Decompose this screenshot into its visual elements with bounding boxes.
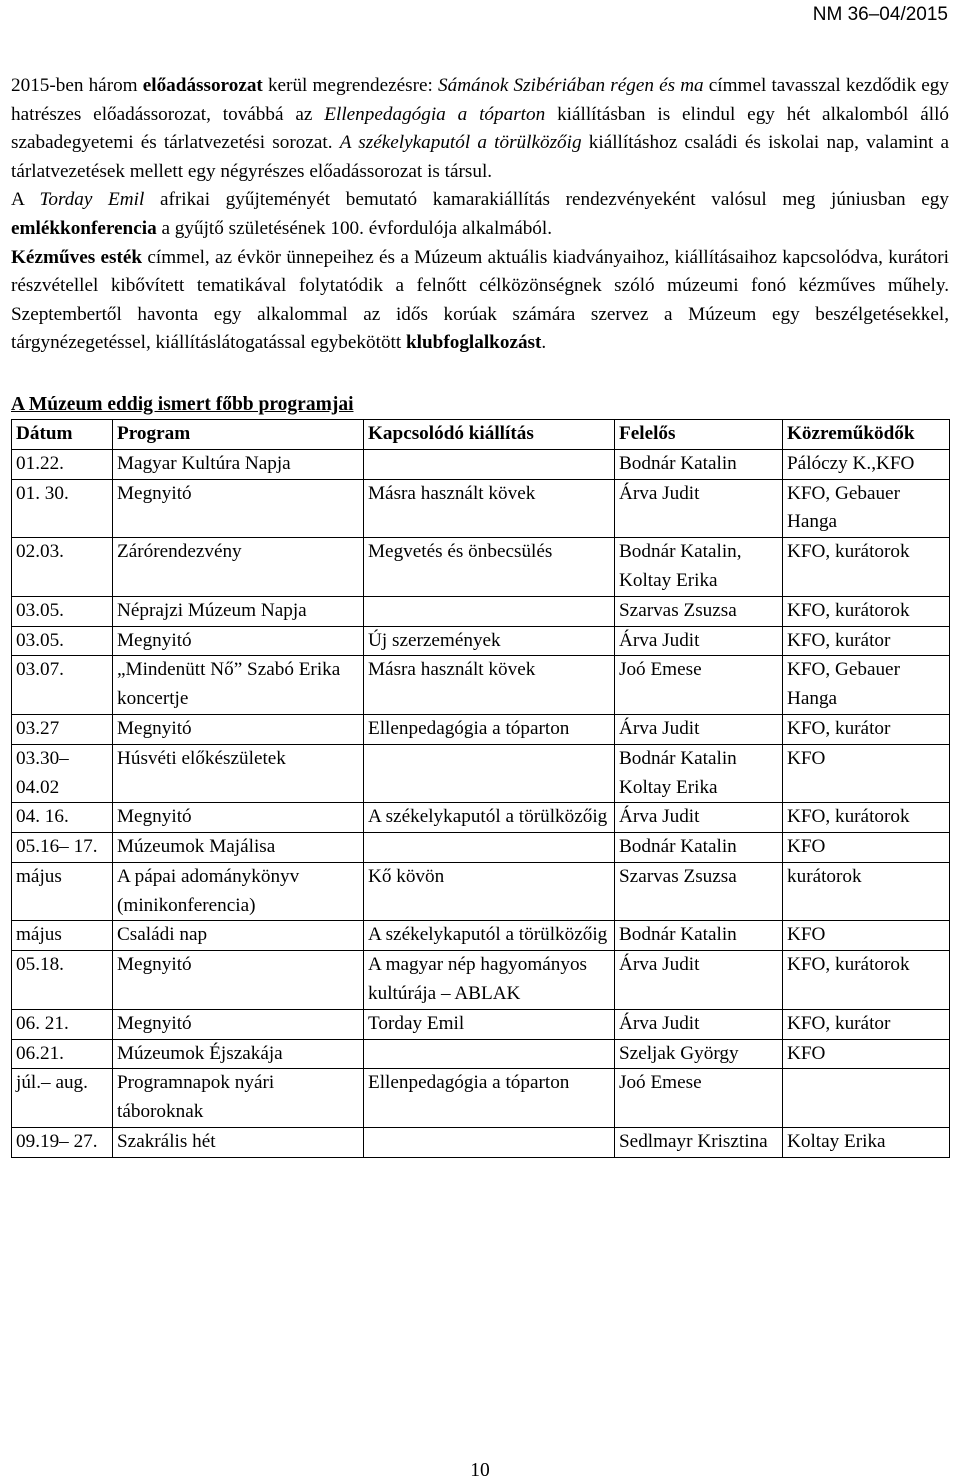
- table-row: [12, 803, 950, 833]
- cell-program: „Mindenütt Nő” Szabó Erika koncertje: [113, 656, 364, 715]
- cell-exhibition: A székelykaputól a törülközőig: [364, 921, 615, 951]
- cell-responsible: Árva Judit: [615, 1009, 783, 1039]
- cell-program: Megnyitó: [113, 951, 364, 1010]
- cell-date: 02.03.: [12, 538, 113, 597]
- cell-contributors: KFO: [783, 744, 950, 803]
- cell-date: 05.16– 17.: [12, 833, 113, 863]
- cell-date: 09.19– 27.: [12, 1128, 113, 1158]
- cell-date: 03.05.: [12, 626, 113, 656]
- text: .: [541, 332, 547, 354]
- cell-program: Magyar Kultúra Napja: [113, 449, 364, 479]
- cell-date: 01. 30.: [12, 479, 113, 538]
- cell-responsible: Joó Emese: [615, 1069, 783, 1128]
- cell-date: 01.22.: [12, 449, 113, 479]
- bold-text: klubfoglalkozást: [406, 332, 542, 354]
- cell-exhibition: Ellenpedagógia a tóparton: [364, 1069, 615, 1128]
- cell-responsible: Árva Judit: [615, 714, 783, 744]
- cell-program: Megnyitó: [113, 803, 364, 833]
- programs-table: [11, 419, 950, 1158]
- cell-responsible: Szeljak György: [615, 1039, 783, 1069]
- paragraph-torday-conference: [11, 186, 949, 243]
- cell-contributors: KFO, Gebauer Hanga: [783, 656, 950, 715]
- cell-exhibition: [364, 744, 615, 803]
- table-row: [12, 449, 950, 479]
- cell-program: Megnyitó: [113, 1009, 364, 1039]
- table-row: [12, 1039, 950, 1069]
- cell-responsible: Bodnár Katalin: [615, 921, 783, 951]
- cell-contributors: Pálóczy K.,KFO: [783, 449, 950, 479]
- document-id: NM 36–04/2015: [812, 4, 948, 25]
- italic-title: Ellenpedagógia a tóparton: [324, 103, 546, 125]
- bold-text: Kézműves esték: [11, 246, 143, 268]
- cell-date: 03.05.: [12, 596, 113, 626]
- table-body: [12, 449, 950, 1157]
- cell-responsible: Bodnár Katalin, Koltay Erika: [615, 538, 783, 597]
- cell-date: júl.– aug.: [12, 1069, 113, 1128]
- table-row: [12, 596, 950, 626]
- table-row: [12, 479, 950, 538]
- cell-date: 04. 16.: [12, 803, 113, 833]
- cell-responsible: Bodnár Katalin: [615, 833, 783, 863]
- text: 2015-ben három: [11, 75, 143, 96]
- column-header-contributors: Közreműködők: [783, 419, 950, 449]
- cell-date: május: [12, 921, 113, 951]
- cell-exhibition: Másra használt kövek: [364, 656, 615, 715]
- cell-contributors: KFO, Gebauer Hanga: [783, 479, 950, 538]
- cell-exhibition: [364, 1039, 615, 1069]
- table-row: [12, 1009, 950, 1039]
- cell-exhibition: [364, 596, 615, 626]
- cell-contributors: KFO: [783, 1039, 950, 1069]
- cell-responsible: Bodnár Katalin: [615, 449, 783, 479]
- cell-exhibition: [364, 833, 615, 863]
- italic-title: A székelykaputól a törülközőig: [339, 132, 582, 154]
- section-title: A Múzeum eddig ismert főbb programjai: [11, 393, 354, 415]
- cell-program: Néprajzi Múzeum Napja: [113, 596, 364, 626]
- cell-responsible: Bodnár Katalin Koltay Erika: [615, 744, 783, 803]
- cell-exhibition: Ellenpedagógia a tóparton: [364, 714, 615, 744]
- table-row: [12, 538, 950, 597]
- cell-date: 03.07.: [12, 656, 113, 715]
- table-row: [12, 626, 950, 656]
- text: afrikai gyűjteményét bemutató kamarakiállítás rendezvényeként valósul meg júniusban egy: [144, 189, 949, 211]
- cell-exhibition: Kő kövön: [364, 862, 615, 921]
- column-header-responsible: Felelős: [615, 419, 783, 449]
- cell-exhibition: A székelykaputól a törülközőig: [364, 803, 615, 833]
- cell-contributors: KFO, kurátorok: [783, 596, 950, 626]
- table-row: [12, 656, 950, 715]
- cell-exhibition: [364, 449, 615, 479]
- cell-date: 06. 21.: [12, 1009, 113, 1039]
- cell-exhibition: Új szerzemények: [364, 626, 615, 656]
- table-row: [12, 921, 950, 951]
- cell-contributors: KFO, kurátor: [783, 626, 950, 656]
- cell-contributors: KFO, kurátorok: [783, 803, 950, 833]
- cell-contributors: KFO, kurátor: [783, 714, 950, 744]
- cell-contributors: kurátorok: [783, 862, 950, 921]
- text: A: [11, 189, 40, 211]
- cell-date: május: [12, 862, 113, 921]
- cell-program: Szakrális hét: [113, 1128, 364, 1158]
- cell-responsible: Joó Emese: [615, 656, 783, 715]
- italic-name: Torday Emil: [39, 189, 145, 211]
- cell-contributors: Koltay Erika: [783, 1128, 950, 1158]
- cell-responsible: Szarvas Zsuzsa: [615, 862, 783, 921]
- text: kiállításhoz családi és iskolai nap, valamint a tárlatvezetések mellett egy négyrészes előadássorozat is társul.: [11, 132, 949, 182]
- table-row: [12, 1069, 950, 1128]
- text: kiállításban is elindul egy hét alkalomból álló szabadegyetemi és tárlatvezetési sorozat.: [11, 103, 950, 154]
- cell-responsible: Árva Judit: [615, 803, 783, 833]
- cell-program: Múzeumok Majálisa: [113, 833, 364, 863]
- cell-contributors: KFO, kurátor: [783, 1009, 950, 1039]
- cell-program: Programnapok nyári táboroknak: [113, 1069, 364, 1128]
- cell-contributors: KFO, kurátorok: [783, 951, 950, 1010]
- cell-date: 06.21.: [12, 1039, 113, 1069]
- cell-responsible: Árva Judit: [615, 479, 783, 538]
- cell-program: Családi nap: [113, 921, 364, 951]
- cell-contributors: KFO: [783, 921, 950, 951]
- cell-program: Megnyitó: [113, 479, 364, 538]
- page-content: [11, 72, 949, 1158]
- bold-text: előadássorozat: [142, 75, 263, 96]
- cell-contributors: [783, 1069, 950, 1128]
- cell-program: Húsvéti előkészületek: [113, 744, 364, 803]
- table-row: [12, 1128, 950, 1158]
- table-row: [12, 744, 950, 803]
- italic-title: Sámánok Szibériában régen és ma: [438, 75, 704, 96]
- cell-date: 05.18.: [12, 951, 113, 1010]
- cell-responsible: Árva Judit: [615, 951, 783, 1010]
- cell-exhibition: Torday Emil: [364, 1009, 615, 1039]
- cell-date: 03.30– 04.02: [12, 744, 113, 803]
- table-row: [12, 862, 950, 921]
- cell-program: Múzeumok Éjszakája: [113, 1039, 364, 1069]
- column-header-exhibition: Kapcsolódó kiállítás: [364, 419, 615, 449]
- cell-exhibition: [364, 1128, 615, 1158]
- paragraph-lecture-series: [11, 72, 949, 186]
- cell-exhibition: A magyar nép hagyományos kultúrája – ABLAK: [364, 951, 615, 1010]
- column-header-date: Dátum: [12, 419, 113, 449]
- bold-text: emlékkonferencia: [11, 217, 157, 239]
- text: a gyűjtő születésének 100. évfordulója alkalmából.: [156, 217, 553, 239]
- cell-exhibition: Másra használt kövek: [364, 479, 615, 538]
- cell-responsible: Szarvas Zsuzsa: [615, 596, 783, 626]
- cell-program: Megnyitó: [113, 626, 364, 656]
- table-row: [12, 833, 950, 863]
- cell-program: Zárórendezvény: [113, 538, 364, 597]
- cell-exhibition: Megvetés és önbecsülés: [364, 538, 615, 597]
- cell-responsible: Sedlmayr Krisztina: [615, 1128, 783, 1158]
- column-header-program: Program: [113, 419, 364, 449]
- text: címmel tavasszal kezdődik egy hatrészes előadássorozat, továbbá az: [11, 75, 949, 125]
- table-row: [12, 714, 950, 744]
- cell-program: A pápai adománykönyv (minikonferencia): [113, 862, 364, 921]
- table-header-row: [12, 419, 950, 449]
- text: címmel, az évkör ünnepeihez és a Múzeum aktuális kiadványaihoz, kiállításaihoz kapcsolódva, kurátori részvétellel kibővített tematikával folytatódik a felnőtt célközönségnek szóló múzeumi fonó kézműves műhely. Szeptembertől havonta egy alkalommal az idős korúak számára szervez a Múzeum egy beszélgetésekkel, tárgynézegetéssel, kiállításlátogatással egybekötött: [11, 246, 949, 354]
- cell-responsible: Árva Judit: [615, 626, 783, 656]
- table-row: [12, 951, 950, 1010]
- page-number: 10: [470, 1460, 490, 1481]
- cell-date: 03.27: [12, 714, 113, 744]
- paragraph-craft-evenings: [11, 244, 949, 358]
- text: kerül megrendezésre:: [262, 75, 439, 96]
- cell-contributors: KFO: [783, 833, 950, 863]
- cell-program: Megnyitó: [113, 714, 364, 744]
- cell-contributors: KFO, kurátorok: [783, 538, 950, 597]
